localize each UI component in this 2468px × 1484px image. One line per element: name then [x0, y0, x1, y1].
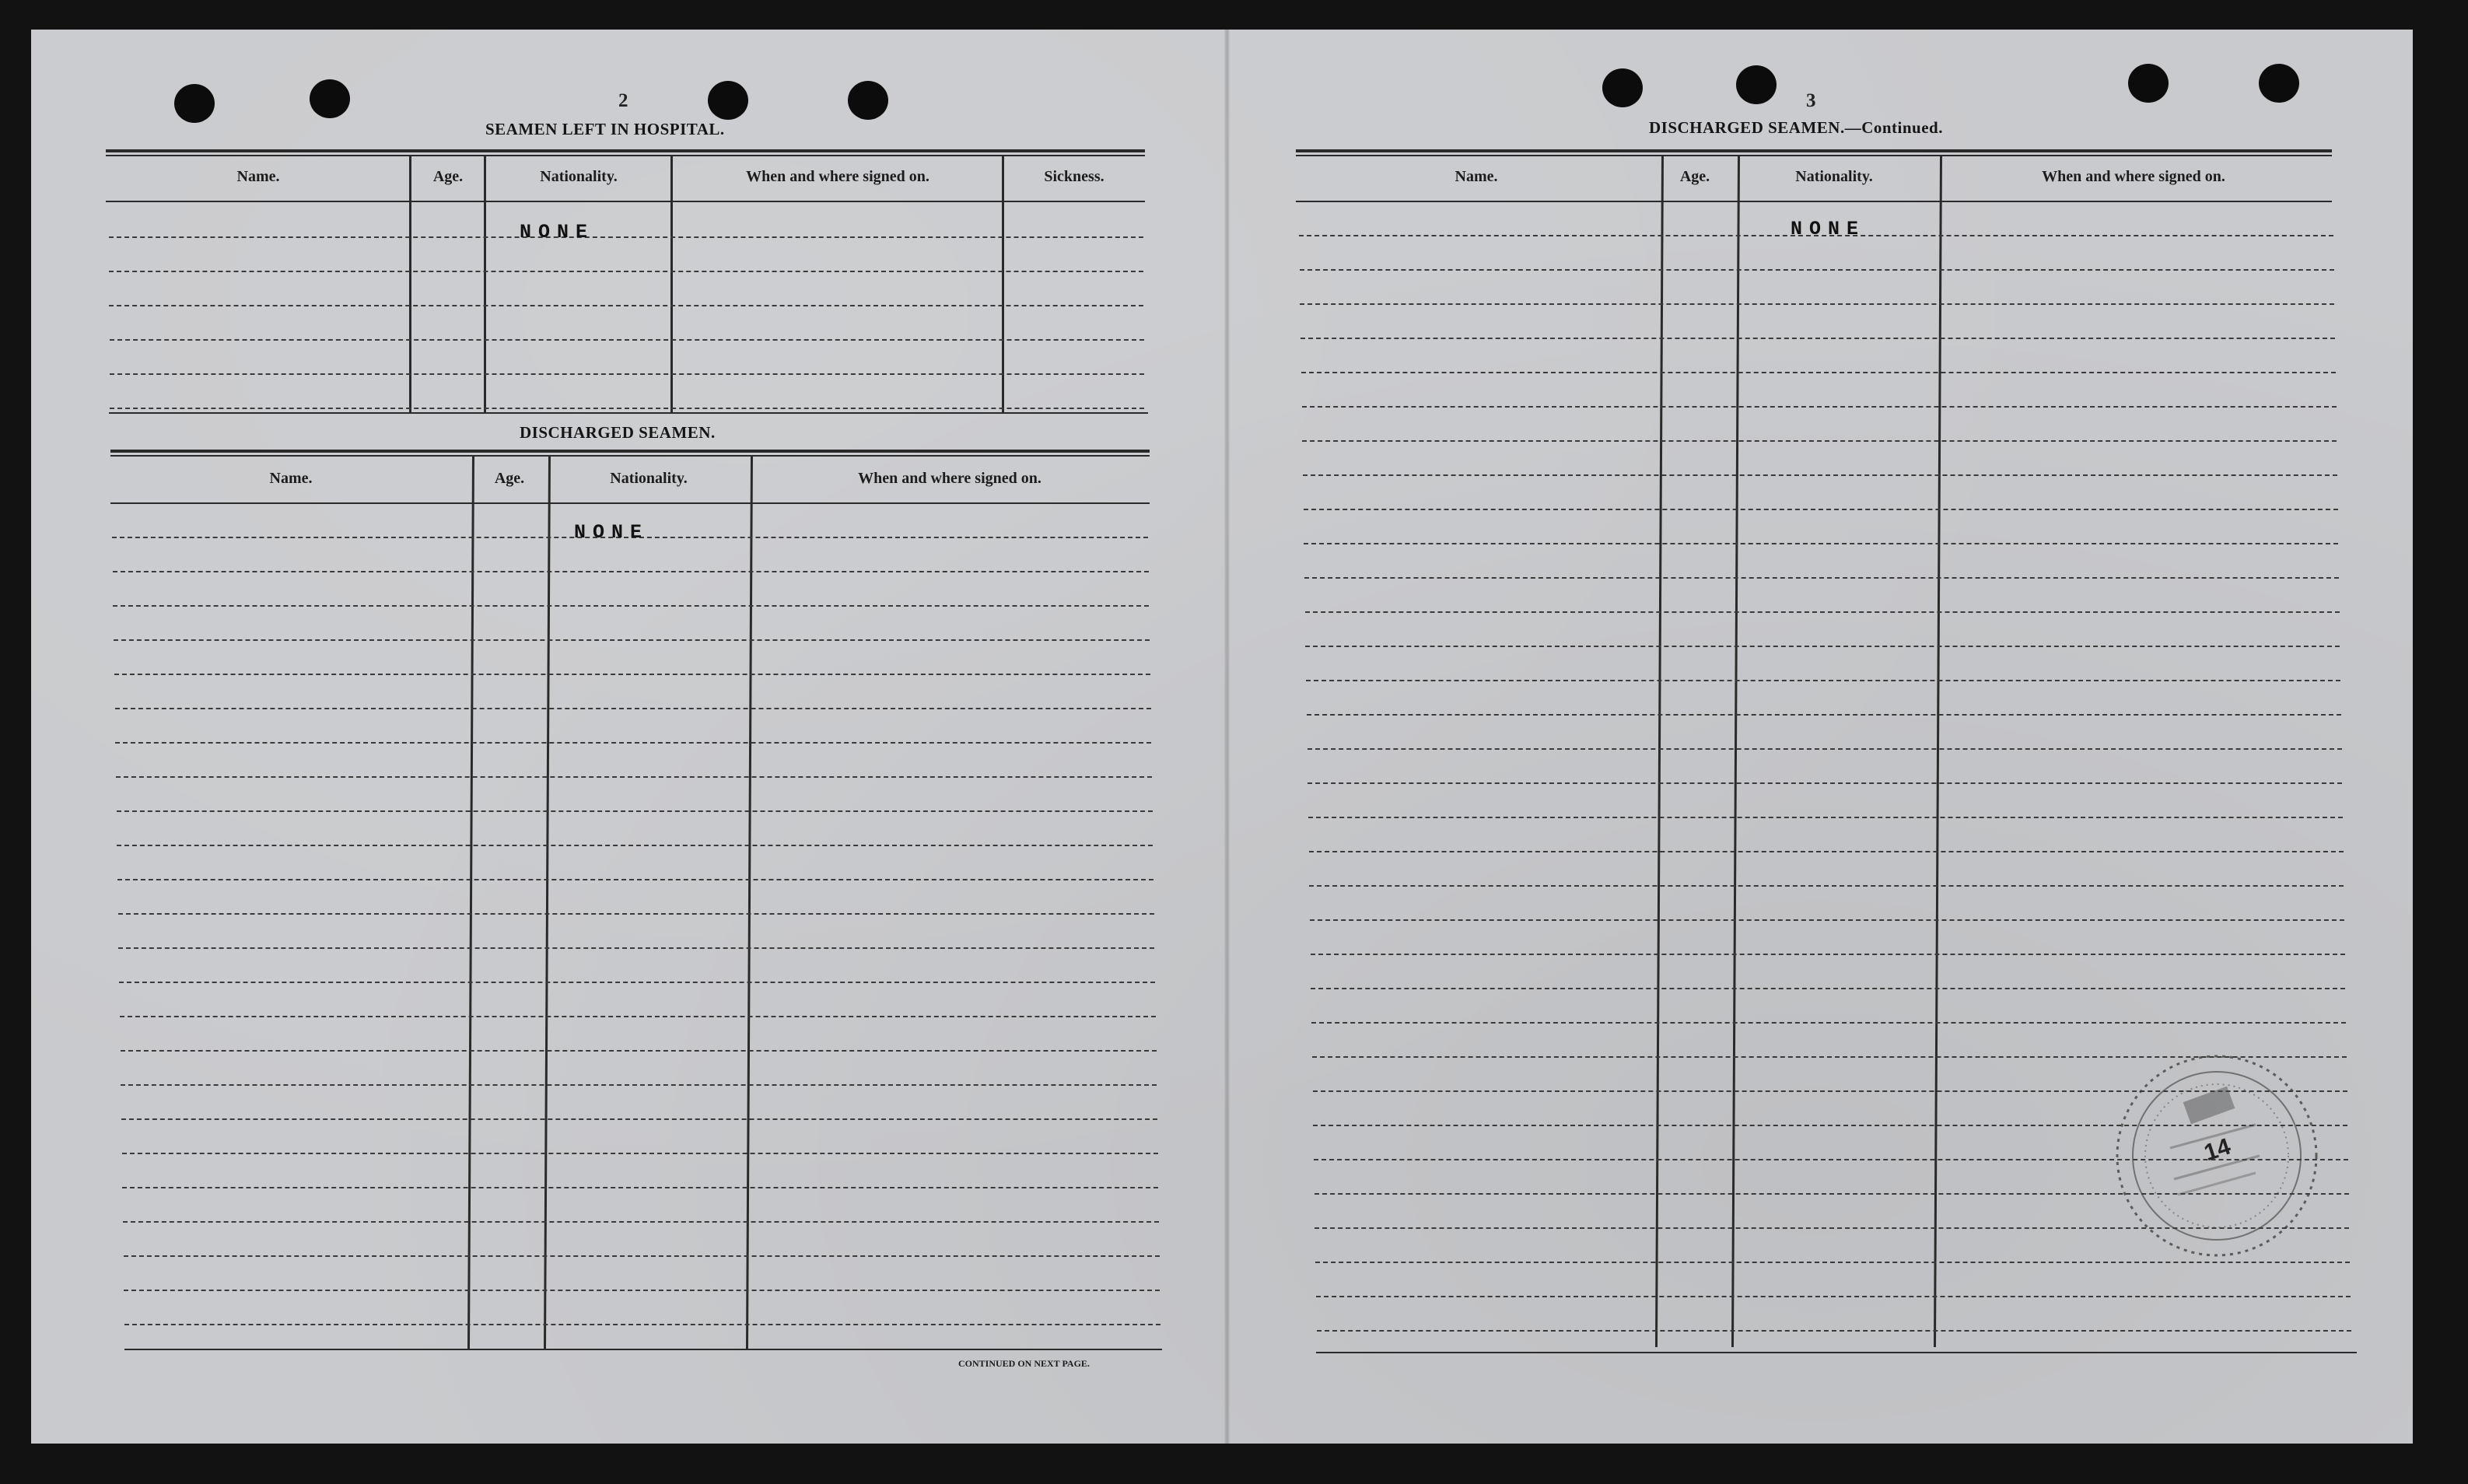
col-name: Name.: [1455, 168, 1498, 185]
ruled-line: [109, 236, 1143, 238]
ruled-line: [1302, 406, 2337, 408]
ruled-line: [121, 1050, 1157, 1052]
ruled-line: [1308, 748, 2342, 750]
ruled-line: [110, 373, 1144, 375]
ruled-line: [1300, 269, 2334, 271]
ruled-line: [118, 947, 1154, 949]
hospital-heading: SEAMEN LEFT IN HOSPITAL.: [485, 120, 725, 138]
col-signed-on: When and where signed on.: [2042, 168, 2225, 185]
ruled-line: [109, 271, 1143, 272]
ruled-line: [1308, 817, 2343, 818]
ruled-line: [1311, 988, 2345, 989]
ruled-line: [119, 982, 1155, 983]
ruled-line: [117, 879, 1153, 880]
table-bottom-rule: [1316, 1352, 2357, 1353]
col-nationality: Nationality.: [540, 168, 618, 185]
punch-hole-icon: [2259, 64, 2299, 103]
ruled-line: [124, 1255, 1160, 1257]
ruled-line: [121, 1084, 1157, 1086]
punch-hole-icon: [1736, 65, 1777, 104]
ruled-line: [1311, 1022, 2346, 1024]
col-nationality: Nationality.: [1795, 168, 1873, 185]
punch-hole-icon: [310, 79, 350, 118]
col-name: Name.: [236, 168, 280, 185]
ruled-line: [1305, 611, 2340, 613]
ruled-line: [117, 845, 1153, 846]
ruled-line: [1307, 714, 2341, 716]
ruled-line: [1310, 919, 2344, 921]
table-top-rule: [110, 450, 1150, 453]
punch-hole-icon: [848, 81, 888, 120]
col-age: Age.: [494, 470, 525, 487]
col-age: Age.: [432, 168, 464, 185]
ruled-line: [1304, 509, 2338, 510]
page-number: 2: [618, 90, 628, 111]
col-signed-on: When and where signed on.: [746, 168, 929, 185]
ruled-line: [1309, 885, 2344, 887]
continued-footer: CONTINUED ON NEXT PAGE.: [958, 1358, 1090, 1369]
ruled-line: [1311, 954, 2345, 955]
ruled-line: [115, 708, 1151, 709]
table-top-rule-2: [106, 155, 1145, 156]
discharged-entry: NONE: [574, 521, 649, 544]
header-bottom-rule: [110, 502, 1150, 504]
stamp-number: 14: [2200, 1133, 2234, 1167]
discharged-continued-heading: DISCHARGED SEAMEN.—Continued.: [1649, 118, 1943, 137]
ruled-line: [117, 810, 1153, 812]
discharged-heading: DISCHARGED SEAMEN.: [520, 423, 716, 442]
right-entry: NONE: [1791, 218, 1866, 240]
table-top-rule: [1296, 149, 2332, 152]
ruled-line: [115, 742, 1151, 744]
page-number: 3: [1806, 90, 1816, 111]
ruled-line: [118, 913, 1154, 915]
col-signed-on: When and where signed on.: [858, 470, 1041, 487]
ruled-line: [1302, 440, 2337, 442]
ruled-line: [1309, 851, 2344, 852]
ruled-line: [110, 408, 1144, 409]
ruled-line: [114, 639, 1150, 641]
ruled-line: [122, 1187, 1158, 1188]
ruled-line: [116, 776, 1152, 778]
table-top-rule: [106, 149, 1145, 152]
ruled-line: [1304, 543, 2338, 544]
ruled-line: [120, 1016, 1156, 1017]
col-nationality: Nationality.: [610, 470, 688, 487]
header-bottom-rule: [1296, 201, 2332, 202]
table-bottom-rule: [124, 1349, 1162, 1350]
col-age: Age.: [1679, 168, 1710, 185]
col-sickness: Sickness.: [1044, 168, 1104, 185]
document-sheet: [31, 30, 2413, 1444]
punch-hole-icon: [1602, 68, 1643, 107]
ruled-line: [1305, 646, 2340, 647]
ruled-line: [122, 1153, 1158, 1154]
table-top-rule-2: [110, 455, 1150, 457]
table-top-rule-2: [1296, 155, 2332, 156]
ruled-line: [1308, 782, 2342, 784]
ruled-line: [110, 339, 1144, 341]
punch-hole-icon: [2128, 64, 2169, 103]
ruled-line: [1301, 338, 2335, 339]
ruled-line: [114, 674, 1150, 675]
hospital-entry: NONE: [520, 221, 595, 243]
ruled-line: [109, 305, 1143, 306]
ruled-line: [124, 1290, 1160, 1291]
punch-hole-icon: [174, 84, 215, 123]
ruled-line: [1303, 474, 2337, 476]
header-bottom-rule: [106, 201, 1145, 202]
punch-hole-icon: [708, 81, 748, 120]
ruled-line: [1304, 577, 2339, 579]
date-stamp-icon: [2100, 1039, 2333, 1272]
table-bottom-rule: [109, 412, 1148, 414]
ruled-line: [1317, 1330, 2351, 1332]
col-name: Name.: [269, 470, 313, 487]
ruled-line: [124, 1324, 1160, 1325]
ruled-line: [123, 1221, 1159, 1223]
ruled-line: [1300, 303, 2334, 305]
ruled-line: [113, 605, 1149, 607]
ruled-line: [113, 571, 1149, 572]
ruled-line: [121, 1118, 1157, 1120]
page-fold: [1224, 30, 1230, 1444]
ruled-line: [1301, 372, 2336, 373]
ruled-line: [1316, 1296, 2351, 1297]
ruled-line: [1306, 680, 2340, 681]
